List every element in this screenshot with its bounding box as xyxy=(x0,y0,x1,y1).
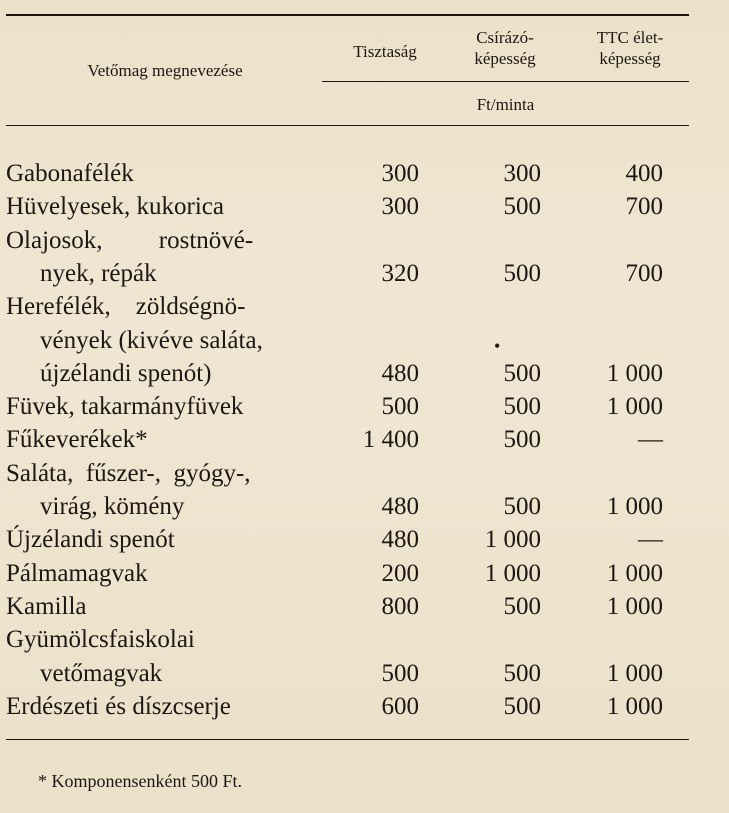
row-name: Pálmamagvak xyxy=(6,559,148,587)
row-name: Olajosok, rostnövé- xyxy=(6,226,254,254)
table-row-line xyxy=(0,260,729,293)
table-row-line xyxy=(0,593,729,626)
row-value-col3: 1 000 xyxy=(606,393,663,421)
row-value-col3: 400 xyxy=(625,160,663,187)
row-value-col3: 1 000 xyxy=(606,493,663,520)
table-bottom-rule xyxy=(6,739,689,740)
row-value-col1: 480 xyxy=(381,359,419,387)
row-name: virág, kömény xyxy=(40,493,185,520)
table-row-line xyxy=(0,227,729,260)
row-value-col1: 480 xyxy=(381,526,419,554)
table-row-line xyxy=(0,526,729,559)
header-unit-rule xyxy=(322,81,689,82)
row-name: vetőmagvak xyxy=(40,659,163,687)
row-name: Gabonafélék xyxy=(6,160,134,187)
row-value-col3: 1 000 xyxy=(606,659,663,687)
row-value-col2: 500 xyxy=(503,659,541,687)
row-value-col1: 320 xyxy=(381,259,419,287)
table-top-rule xyxy=(6,14,689,16)
header-col-ttc-line2: képesség xyxy=(599,49,661,68)
row-value-col1: 300 xyxy=(381,160,419,187)
header-col-ttc-line1: TTC élet- xyxy=(596,28,664,47)
table-row-line xyxy=(0,193,729,226)
table-row-line xyxy=(0,426,729,459)
row-value-col2: 300 xyxy=(503,160,541,187)
stray-dot: • xyxy=(494,336,501,356)
row-name: vények (kivéve saláta, xyxy=(40,326,263,354)
row-name: Saláta, fűszer-, gyógy-, xyxy=(6,459,251,487)
row-name: Fűkeverékek* xyxy=(6,426,148,454)
table-row-line xyxy=(0,360,729,393)
table-row-line xyxy=(0,493,729,526)
row-value-col3: 1 000 xyxy=(606,359,663,387)
row-value-col3: 1 000 xyxy=(606,592,663,620)
row-value-col2: 500 xyxy=(503,592,541,620)
row-name: Gyümölcsfaiskolai xyxy=(6,626,195,654)
row-value-col3: 1 000 xyxy=(606,559,663,587)
row-value-col2: 500 xyxy=(503,493,541,520)
row-value-col2: 1 000 xyxy=(484,526,541,554)
row-value-col3: 700 xyxy=(625,193,663,221)
header-col-ttc xyxy=(570,27,690,69)
header-col-csirazo-line1: Csírázó- xyxy=(476,28,534,47)
row-value-col1: 200 xyxy=(381,559,419,587)
table-row-line xyxy=(0,626,729,659)
row-value-col1: 480 xyxy=(381,493,419,520)
row-value-col2: 500 xyxy=(503,393,541,421)
table-row-line xyxy=(0,560,729,593)
row-value-col2: 500 xyxy=(503,259,541,287)
table-row-line xyxy=(0,160,729,193)
row-value-col1: 300 xyxy=(381,193,419,221)
row-name: Hüvelyesek, kukorica xyxy=(6,193,224,221)
row-value-col3: — xyxy=(638,426,663,454)
row-value-col1: 1 400 xyxy=(362,426,419,454)
row-value-col3: — xyxy=(638,526,663,554)
row-name: Erdészeti és díszcserje xyxy=(6,692,231,720)
header-name-col: Vetőmag megnevezése xyxy=(87,61,243,80)
row-value-col2: 500 xyxy=(503,692,541,720)
row-value-col2: 500 xyxy=(503,193,541,221)
row-name: Füvek, takarmányfüvek xyxy=(6,393,244,421)
row-value-col3: 1 000 xyxy=(606,692,663,720)
table-row-line xyxy=(0,293,729,326)
table-row-line xyxy=(0,393,729,426)
row-value-col1: 500 xyxy=(381,393,419,421)
table-row-line xyxy=(0,327,729,360)
header-unit: Ft/minta xyxy=(476,95,535,114)
header-bottom-rule xyxy=(6,125,689,126)
row-value-col2: 500 xyxy=(503,359,541,387)
row-value-col1: 500 xyxy=(381,659,419,687)
header-col-csirazo-line2: képesség xyxy=(474,49,536,68)
table-row-line xyxy=(0,693,729,726)
table-row-line xyxy=(0,660,729,693)
row-name: nyek, répák xyxy=(40,259,157,287)
footnote: * Komponensenként 500 Ft. xyxy=(38,771,242,791)
row-name: újzélandi spenót) xyxy=(40,359,212,387)
row-name: Újzélandi spenót xyxy=(6,526,175,554)
row-name: Kamilla xyxy=(6,592,87,620)
row-value-col1: 600 xyxy=(381,692,419,720)
row-value-col2: 1 000 xyxy=(484,559,541,587)
header-col-csirazo xyxy=(450,27,560,69)
table-row-line xyxy=(0,460,729,493)
row-value-col2: 500 xyxy=(503,426,541,454)
row-value-col3: 700 xyxy=(625,259,663,287)
header-col-tisztasag: Tisztaság xyxy=(353,42,417,61)
row-name: Herefélék, zöldségnö- xyxy=(6,293,246,321)
row-value-col1: 800 xyxy=(381,592,419,620)
